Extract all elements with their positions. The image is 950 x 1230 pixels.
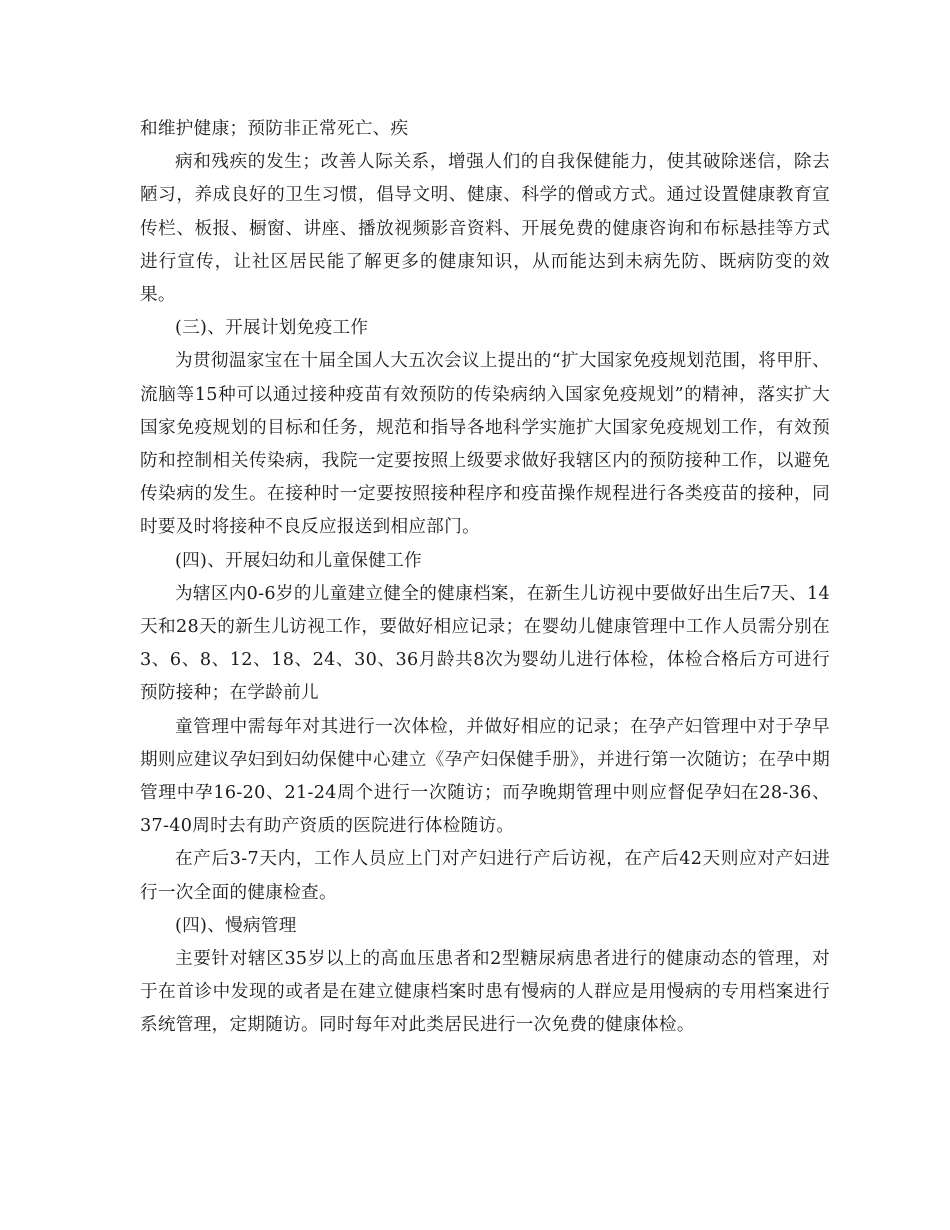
document-body — [140, 113, 830, 1043]
paragraph-child-health: 为辖区内0-6岁的儿童建立健全的健康档案，在新生儿访视中要做好出生后7天、14天和28天的新生儿访视工作，要做好相应记录；在婴幼儿健康管理中工作人员需分别在3、6、8、12、18、24、30、36月龄共8次为婴幼儿进行体检，体检合格后方可进行预防接种；在学龄前儿 — [140, 583, 830, 704]
section-heading-maternal-child: (四)、开展妇幼和儿童保健工作 — [175, 550, 422, 571]
paragraph-immunization: 为贯彻温家宝在十届全国人大五次会议上提出的“扩大国家免疫规划范围，将甲肝、流脑等15种可以通过接种疫苗有效预防的传染病纳入国家免疫规划”的精神，落实扩大国家免疫规划的目标和任务，规范和指导各地科学实施扩大国家免疫规划工作，有效预防和控制相关传染病，我院一定要按照上级要求做好我辖区内的预防接种工作，以避免传染病的发生。在接种时一定要按照接种程序和疫苗操作规程进行各类疫苗的接种，同时要及时将接种不良反应报送到相应部门。 — [140, 351, 830, 538]
paragraph-continuation: 和维护健康；预防非正常死亡、疾 — [140, 119, 409, 139]
paragraph-postpartum: 在产后3-7天内，工作人员应上门对产妇进行产后访视，在产后42天则应对产妇进行一次全面的健康检查。 — [140, 849, 830, 903]
paragraph-maternal-health: 童管理中需每年对其进行一次体检，并做好相应的记录；在孕产妇管理中对于孕早期则应建议孕妇到妇幼保健中心建立《孕产妇保健手册》，并进行第一次随访；在孕中期管理中孕16-20、21-24周个进行一次随访；而孕晚期管理中则应督促孕妇在28-36、37-40周时去有助产资质的医院进行体检随访。 — [140, 716, 830, 837]
section-heading-immunization: (三)、开展计划免疫工作 — [175, 318, 369, 339]
paragraph-health-education: 病和残疾的发生；改善人际关系，增强人们的自我保健能力，使其破除迷信，除去陋习，养成良好的卫生习惯，倡导文明、健康、科学的僧或方式。通过设置健康教育宣传栏、板报、橱窗、讲座、播放视频影音资料、开展免费的健康咨询和布标悬挂等方式进行宣传，让社区居民能了解更多的健康知识，从而能达到未病先防、既病防变的效果。 — [140, 152, 830, 306]
paragraph-chronic-disease: 主要针对辖区35岁以上的高血压患者和2型糖尿病患者进行的健康动态的管理，对于在首诊中发现的或者是在建立健康档案时患有慢病的人群应是用慢病的专用档案进行系统管理，定期随访。同时每年对此类居民进行一次免费的健康体检。 — [140, 949, 830, 1036]
section-heading-chronic-disease: (四)、慢病管理 — [175, 915, 297, 936]
